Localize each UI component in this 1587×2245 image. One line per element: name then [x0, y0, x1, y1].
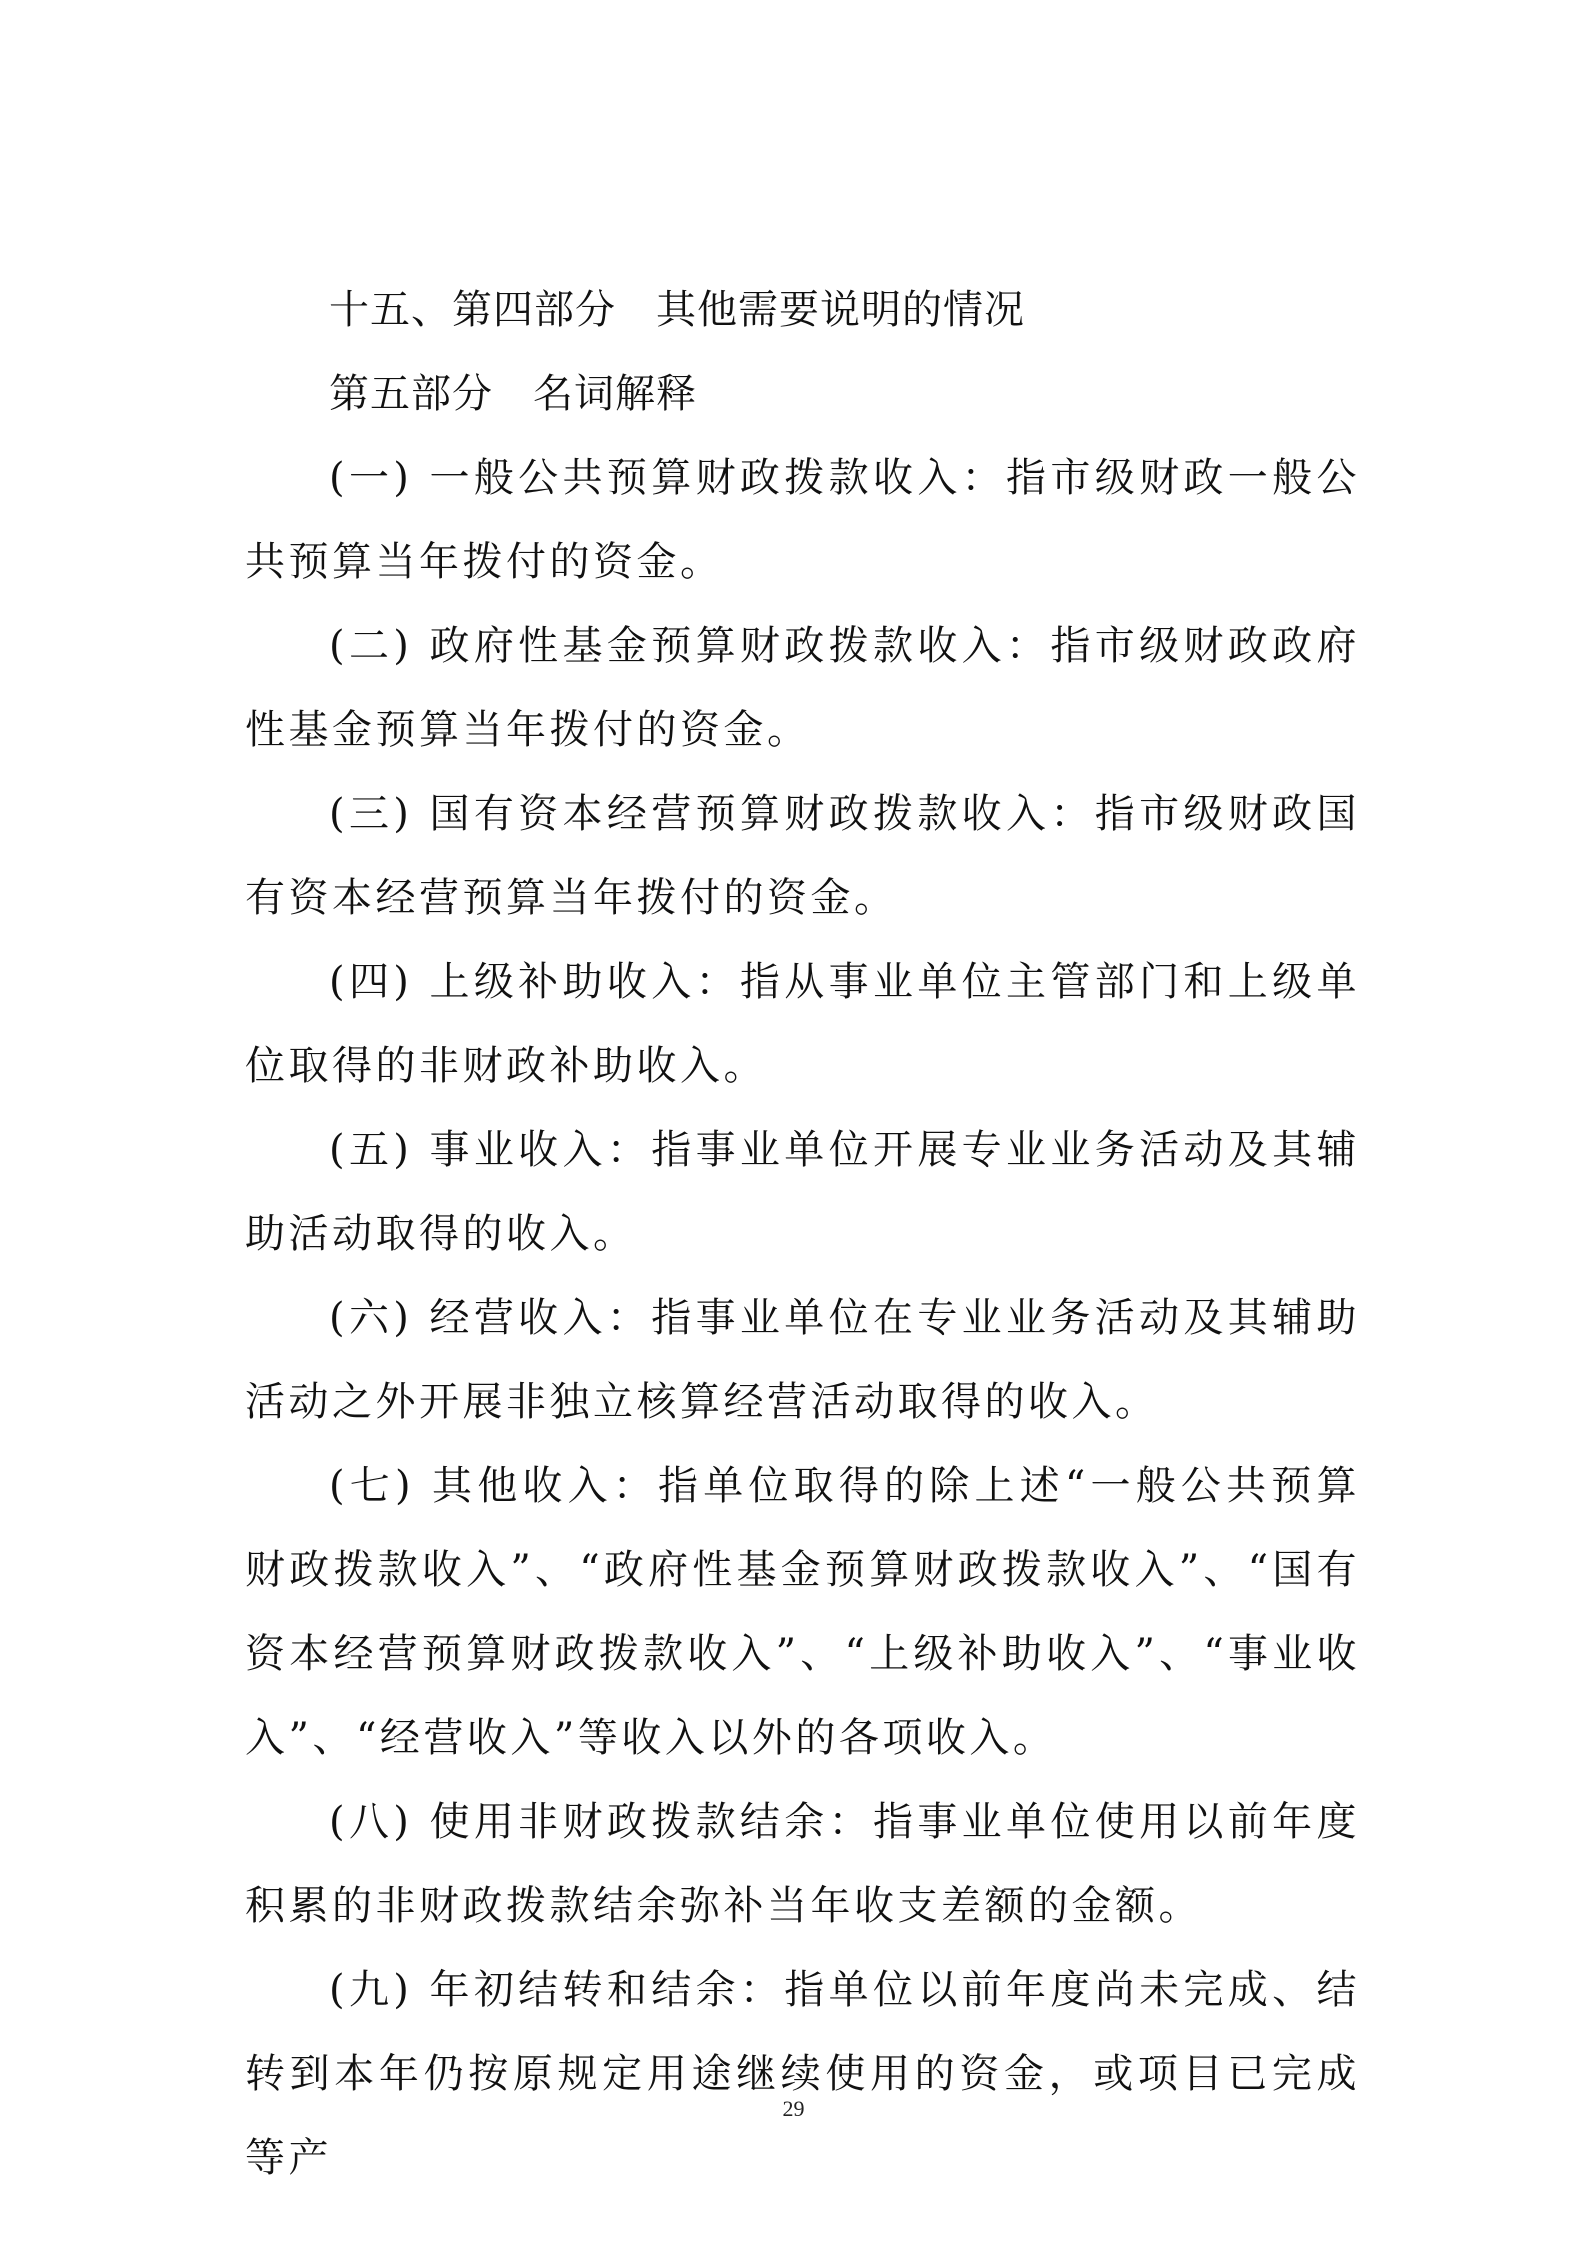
definition-paragraph-2: (二) 政府性基金预算财政拨款收入：指市级财政政府性基金预算当年拨付的资金。 — [245, 623, 1360, 753]
body-text — [245, 268, 1360, 2200]
definition-paragraph-3: (三) 国有资本经营预算财政拨款收入：指市级财政国有资本经营预算当年拨付的资金。 — [245, 791, 1360, 921]
definition-paragraph-4: (四) 上级补助收入：指从事业单位主管部门和上级单位取得的非财政补助收入。 — [245, 959, 1360, 1089]
heading-part-four-title: 其他需要说明的情况 — [656, 287, 1025, 333]
definition-paragraph-7: (七) 其他收入：指单位取得的除上述“一般公共预算财政拨款收入”、“政府性基金预算财政拨款收入”、“国有资本经营预算财政拨款收入”、“上级补助收入”、“事业收入”、“经营收入”等收入以外的各项收入。 — [245, 1463, 1360, 1761]
heading-part-five-title: 名词解释 — [533, 371, 697, 417]
definition-paragraph-8: (八) 使用非财政拨款结余：指事业单位使用以前年度积累的非财政拨款结余弥补当年收支差额的金额。 — [245, 1799, 1360, 1929]
heading-part-five-prefix: 第五部分 — [329, 371, 493, 417]
heading-part-five — [245, 352, 1360, 436]
definition-paragraph-5: (五) 事业收入：指事业单位开展专业业务活动及其辅助活动取得的收入。 — [245, 1127, 1360, 1257]
heading-part-four — [245, 268, 1360, 352]
definition-paragraph-1: (一) 一般公共预算财政拨款收入：指市级财政一般公共预算当年拨付的资金。 — [245, 455, 1360, 585]
heading-part-four-prefix: 十五、第四部分 — [329, 287, 616, 333]
definition-paragraph-9: (九) 年初结转和结余：指单位以前年度尚未完成、结转到本年仍按原规定用途继续使用的资金，或项目已完成等产 — [245, 1967, 1360, 2181]
page-number: 29 — [782, 2096, 805, 2121]
definition-paragraph-6: (六) 经营收入：指事业单位在专业业务活动及其辅助活动之外开展非独立核算经营活动取得的收入。 — [245, 1295, 1360, 1425]
